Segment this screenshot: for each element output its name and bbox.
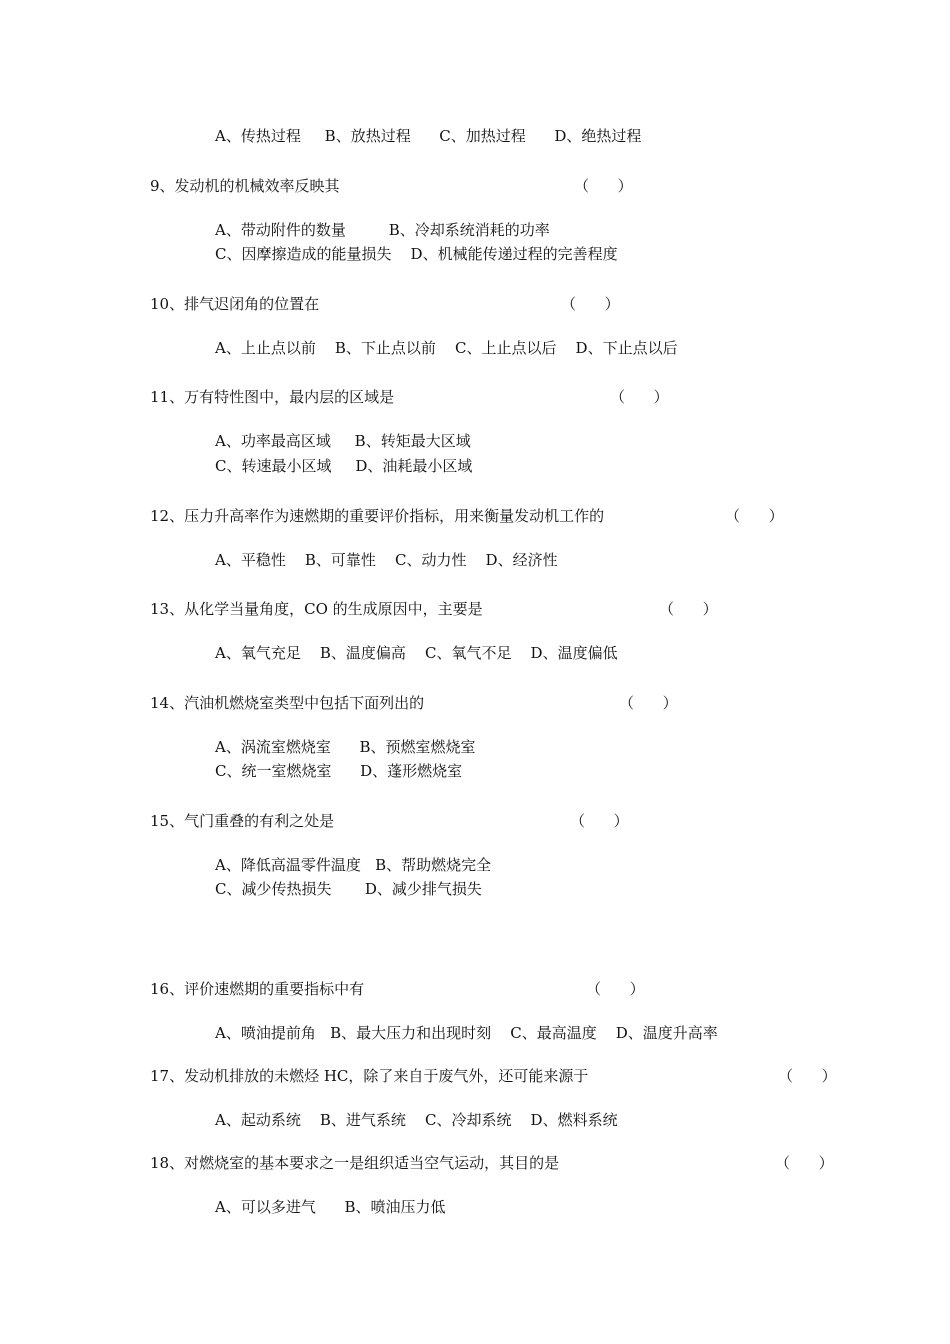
q14-stem: 14、汽油机燃烧室类型中包括下面列出的 bbox=[150, 694, 425, 712]
q15-answer-blank: （ ） bbox=[570, 812, 629, 830]
q9-option-line-2: C、因摩擦造成的能量损失 D、机械能传递过程的完善程度 bbox=[215, 245, 618, 263]
q9-stem: 9、发动机的机械效率反映其 bbox=[150, 177, 340, 195]
q13-answer-blank: （ ） bbox=[659, 600, 718, 618]
q12-option-line-1: A、平稳性 B、可靠性 C、动力性 D、经济性 bbox=[215, 551, 558, 569]
q11-option-line-1: A、功率最高区域 B、转矩最大区域 bbox=[215, 432, 471, 450]
q12-stem: 12、压力升高率作为速燃期的重要评价指标，用来衡量发动机工作的 bbox=[150, 507, 605, 525]
q11-stem: 11、万有特性图中，最内层的区域是 bbox=[150, 388, 395, 406]
q11-answer-blank: （ ） bbox=[610, 388, 669, 406]
q9-answer-blank: （ ） bbox=[574, 177, 633, 195]
q14-answer-blank: （ ） bbox=[619, 694, 678, 712]
q13-stem: 13、从化学当量角度，CO 的生成原因中，主要是 bbox=[150, 600, 483, 618]
q17-answer-blank: （ ） bbox=[778, 1067, 837, 1085]
q15-stem: 15、气门重叠的有利之处是 bbox=[150, 812, 335, 830]
q13-option-line-1: A、氧气充足 B、温度偏高 C、氧气不足 D、温度偏低 bbox=[215, 644, 618, 662]
q14-option-line-2: C、统一室燃烧室 D、蓬形燃烧室 bbox=[215, 762, 463, 780]
q17-option-line-1: A、起动系统 B、进气系统 C、冷却系统 D、燃料系统 bbox=[215, 1111, 618, 1129]
q10-option-line-1: A、上止点以前 B、下止点以前 C、上止点以后 D、下止点以后 bbox=[215, 339, 678, 357]
q18-stem: 18、对燃烧室的基本要求之一是组织适当空气运动，其目的是 bbox=[150, 1154, 560, 1172]
q16-answer-blank: （ ） bbox=[586, 980, 645, 998]
q10-answer-blank: （ ） bbox=[561, 295, 620, 313]
q15-option-line-1: A、降低高温零件温度 B、帮助燃烧完全 bbox=[215, 856, 492, 874]
q10-stem: 10、排气迟闭角的位置在 bbox=[150, 295, 320, 313]
q14-option-line-1: A、涡流室燃烧室 B、预燃室燃烧室 bbox=[215, 738, 476, 756]
q16-option-line-1: A、喷油提前角 B、最大压力和出现时刻 C、最高温度 D、温度升高率 bbox=[215, 1024, 718, 1042]
q18-option-line-1: A、可以多进气 B、喷油压力低 bbox=[215, 1198, 446, 1216]
q8-option-line-1: A、传热过程 B、放热过程 C、加热过程 D、绝热过程 bbox=[215, 127, 642, 145]
q11-option-line-2: C、转速最小区域 D、油耗最小区域 bbox=[215, 457, 473, 475]
q16-stem: 16、评价速燃期的重要指标中有 bbox=[150, 980, 365, 998]
q17-stem: 17、发动机排放的未燃烃 HC，除了来自于废气外，还可能来源于 bbox=[150, 1067, 589, 1085]
q9-option-line-1: A、带动附件的数量 B、冷却系统消耗的功率 bbox=[215, 221, 550, 239]
q12-answer-blank: （ ） bbox=[725, 507, 784, 525]
q18-answer-blank: （ ） bbox=[775, 1154, 834, 1172]
q15-option-line-2: C、减少传热损失 D、减少排气损失 bbox=[215, 880, 482, 898]
